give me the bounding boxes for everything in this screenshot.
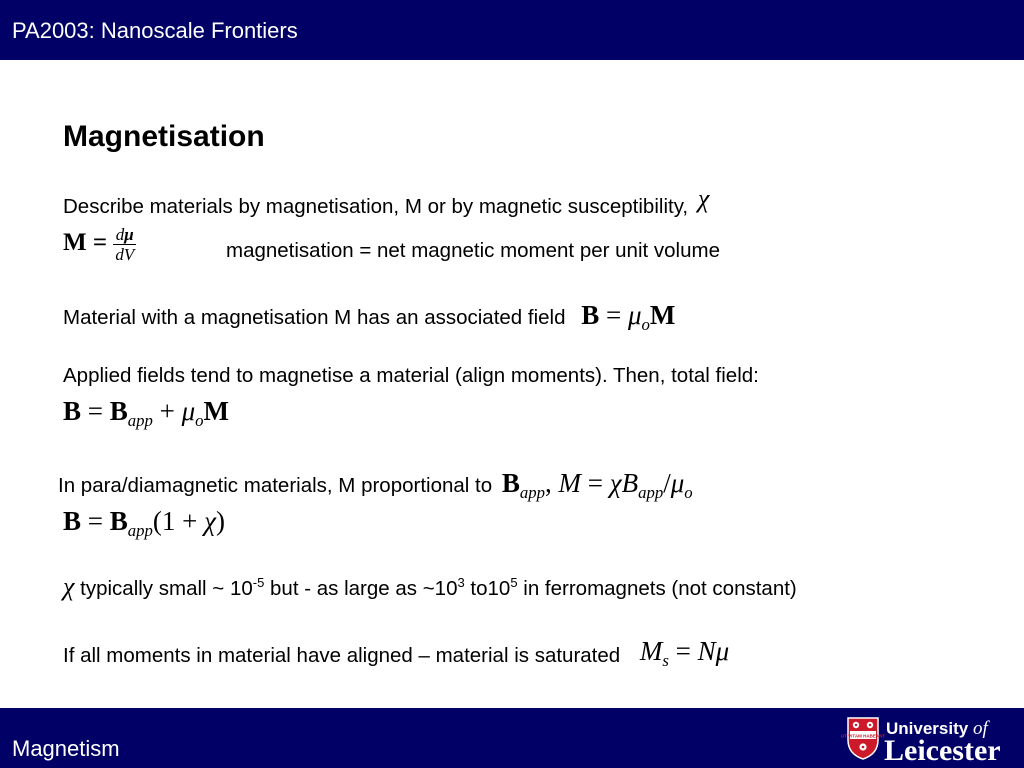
equation-saturation: $M_s = N\mu$: [639, 636, 730, 670]
equation-total-field: $B = B_{app} + \mu_oM$: [63, 396, 230, 430]
eq1-lhs: M =: [63, 229, 108, 257]
footer-bar: [0, 708, 1024, 768]
equation-magnetisation: [63, 226, 136, 263]
course-title: PA2003: Nanoscale Frontiers: [12, 18, 298, 43]
crest-icon: [840, 716, 886, 760]
equation-b-field: $B = \mu_oM$: [581, 300, 676, 334]
footer-title: Magnetism: [12, 736, 120, 761]
chi-symbol: χ: [697, 184, 710, 213]
describe-text: Describe materials by magnetisation, M or by magnetic susceptibility,: [63, 195, 689, 218]
line-describe: [63, 184, 710, 220]
line-para-diamagnetic: In para/diamagnetic materials, M proportional to $B_{app}$, $M = \chi B_{app}/\mu_o$: [58, 468, 693, 502]
university-logo: [840, 714, 1018, 767]
line-definition: magnetisation = net magnetic moment per unit volume: [226, 239, 720, 262]
header-bar: [0, 0, 1024, 60]
line-associated-field: Material with a magnetisation M has an associated field $B = \mu_oM$: [63, 300, 676, 334]
logo-leicester: Leicester: [884, 734, 1001, 767]
slide-heading: Magnetisation: [63, 120, 265, 153]
chi-symbol-2: χ: [63, 572, 75, 601]
equation-susceptibility: $B = B_{app}(1 + \chi)$: [63, 506, 225, 540]
eq1-fraction: $\frac{d\mu}{dV}$: [115, 225, 135, 264]
line-saturated: If all moments in material have aligned – material is saturated $M_s = N\mu$: [63, 636, 730, 670]
equation-proportional: $B_{app}$, $M = \chi B_{app}/\mu_o$: [501, 468, 693, 502]
logo-university-line: University of: [886, 718, 988, 739]
line-typical-values: χ typically small ~ $10^{-5}$ but - as large as $\sim 10^3$ $to10^5$ in ferromagnets (not constant): [63, 572, 797, 601]
line-applied-fields: Applied fields tend to magnetise a material (align moments). Then, total field:: [63, 364, 759, 387]
svg-text:UT VITAM HABEANT: UT VITAM HABEANT: [840, 733, 886, 739]
